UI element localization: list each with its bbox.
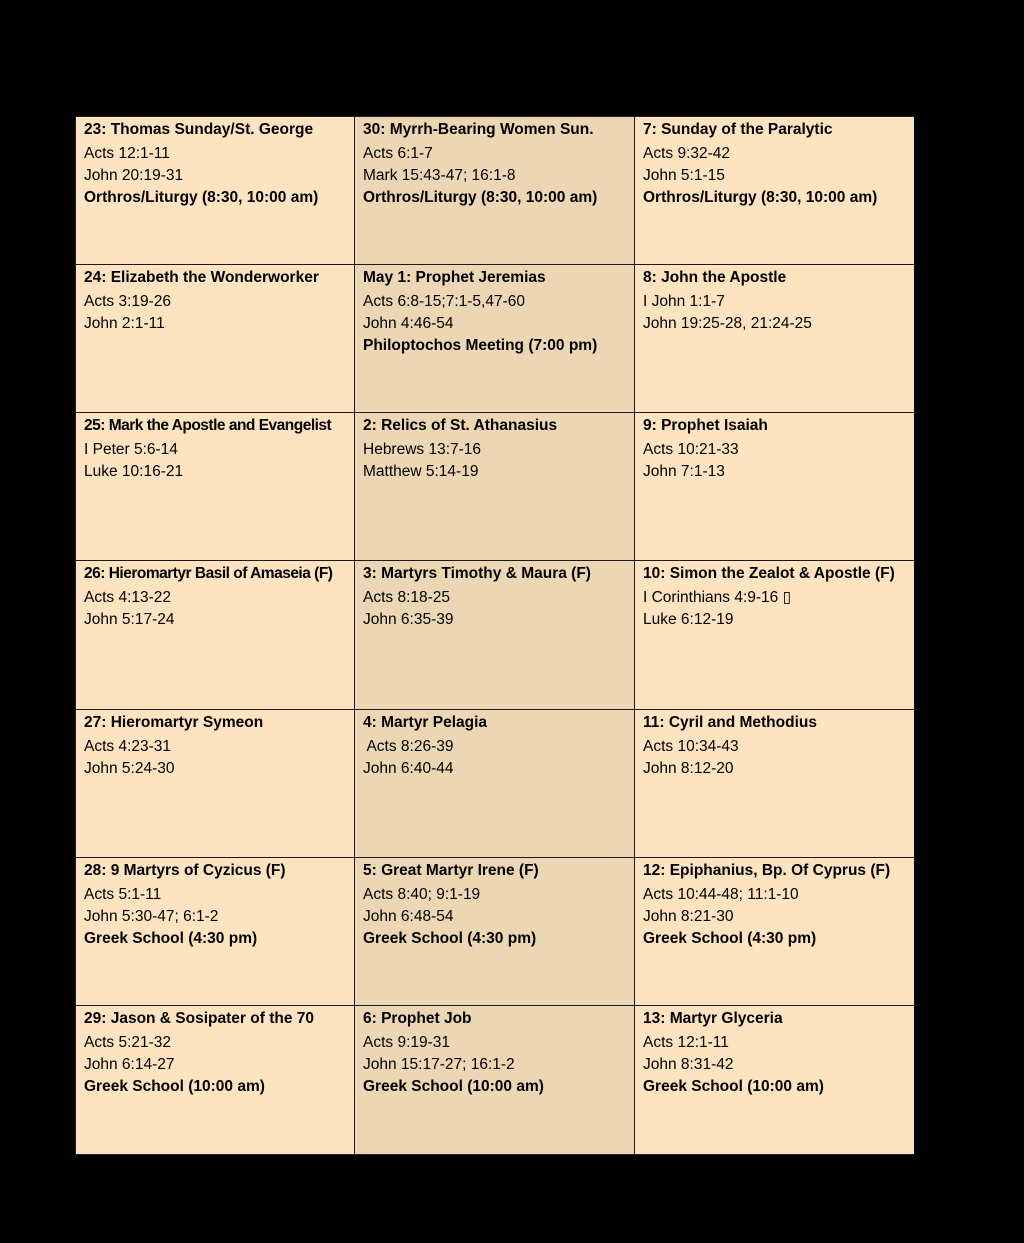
day-cell — [355, 413, 635, 561]
event-text: Greek School (4:30 pm) — [84, 929, 258, 947]
day-title: 12: Epiphanius, Bp. Of Cyprus (F) — [643, 861, 891, 879]
scripture-reading: John 5:24-30 — [84, 759, 175, 777]
day-title: 26: Hieromartyr Basil of Amaseia (F) — [84, 565, 333, 583]
scripture-reading: I John 1:1-7 — [643, 293, 725, 311]
day-title: 23: Thomas Sunday/St. George — [84, 121, 314, 138]
scripture-reading: Acts 5:1-11 — [84, 885, 162, 903]
scripture-reading: John 19:25-28, 21:24-25 — [643, 315, 812, 333]
day-cell — [635, 858, 914, 1006]
day-cell — [635, 1006, 914, 1154]
scripture-reading: John 5:17-24 — [84, 611, 175, 629]
day-cell — [76, 117, 355, 265]
day-cell — [76, 561, 355, 709]
day-cell — [355, 265, 635, 413]
scripture-reading: I Corinthians 4:9-16 ▯ — [643, 589, 792, 607]
day-cell — [355, 1006, 635, 1154]
day-title: 8: John the Apostle — [643, 269, 787, 287]
day-title: 6: Prophet Job — [363, 1009, 472, 1027]
event-text: Orthros/Liturgy (8:30, 10:00 am) — [84, 189, 319, 206]
scripture-reading: John 6:35-39 — [363, 611, 454, 629]
day-title: 3: Martyrs Timothy & Maura (F) — [363, 565, 591, 583]
day-title: 5: Great Martyr Irene (F) — [363, 861, 539, 879]
scripture-reading: John 7:1-13 — [643, 463, 725, 481]
day-cell — [355, 117, 635, 265]
scripture-reading: I Peter 5:6-14 — [84, 441, 178, 459]
scripture-reading: John 5:30-47; 6:1-2 — [84, 907, 219, 925]
day-title: 28: 9 Martyrs of Cyzicus (F) — [84, 861, 286, 879]
scripture-reading: Acts 12:1-11 — [643, 1033, 729, 1051]
scripture-reading: Acts 10:44-48; 11:1-10 — [643, 885, 799, 903]
scripture-reading: Acts 4:13-22 — [84, 589, 172, 607]
event-text: Orthros/Liturgy (8:30, 10:00 am) — [643, 189, 878, 206]
scripture-reading: Hebrews 13:7-16 — [363, 441, 482, 459]
day-title: 4: Martyr Pelagia — [363, 713, 488, 731]
day-title: 7: Sunday of the Paralytic — [643, 121, 833, 138]
calendar-grid — [75, 116, 913, 1155]
scripture-reading: Acts 6:8-15;7:1-5,47-60 — [363, 293, 525, 311]
scripture-reading: Acts 8:18-25 — [363, 589, 451, 607]
scripture-reading: Matthew 5:14-19 — [363, 463, 479, 481]
scripture-reading: Luke 6:12-19 — [643, 611, 734, 629]
day-title: May 1: Prophet Jeremias — [363, 269, 546, 287]
scripture-reading: John 8:21-30 — [643, 907, 734, 925]
day-cell — [76, 710, 355, 858]
day-cell — [355, 561, 635, 709]
event-text: Greek School (4:30 pm) — [363, 929, 537, 947]
day-title: 11: Cyril and Methodius — [643, 713, 817, 731]
day-cell — [635, 710, 914, 858]
day-title: 13: Martyr Glyceria — [643, 1009, 783, 1027]
scripture-reading: John 6:14-27 — [84, 1055, 175, 1073]
scripture-reading: John 6:40-44 — [363, 759, 454, 777]
day-title: 10: Simon the Zealot & Apostle (F) — [643, 565, 895, 583]
scripture-reading: Acts 8:26-39 — [363, 737, 454, 755]
event-text: Orthros/Liturgy (8:30, 10:00 am) — [363, 189, 598, 206]
day-title: 30: Myrrh-Bearing Women Sun. — [363, 121, 594, 138]
event-text: Philoptochos Meeting (7:00 pm) — [363, 337, 598, 355]
scripture-reading: John 20:19-31 — [84, 167, 184, 184]
scripture-reading: Luke 10:16-21 — [84, 463, 184, 481]
scripture-reading: John 2:1-11 — [84, 315, 165, 333]
scripture-reading: Acts 3:19-26 — [84, 293, 172, 311]
scripture-reading: John 15:17-27; 16:1-2 — [363, 1055, 515, 1073]
scripture-reading: Acts 4:23-31 — [84, 737, 172, 755]
day-cell — [355, 710, 635, 858]
scripture-reading: John 8:12-20 — [643, 759, 734, 777]
day-title: 2: Relics of St. Athanasius — [363, 417, 558, 435]
day-title: 29: Jason & Sosipater of the 70 — [84, 1009, 314, 1027]
event-text: Greek School (10:00 am) — [84, 1077, 265, 1095]
event-text: Greek School (4:30 pm) — [643, 929, 817, 947]
scripture-reading: Mark 15:43-47; 16:1-8 — [363, 167, 516, 184]
scripture-reading: Acts 10:34-43 — [643, 737, 739, 755]
day-title: 27: Hieromartyr Symeon — [84, 713, 264, 731]
scripture-reading: Acts 6:1-7 — [363, 145, 433, 162]
scripture-reading: John 4:46-54 — [363, 315, 454, 333]
scripture-reading: John 6:48-54 — [363, 907, 454, 925]
day-cell — [635, 265, 914, 413]
scripture-reading: Acts 8:40; 9:1-19 — [363, 885, 481, 903]
day-cell — [635, 117, 914, 265]
scripture-reading: Acts 10:21-33 — [643, 441, 739, 459]
event-text: Greek School (10:00 am) — [363, 1077, 544, 1095]
scripture-reading: John 8:31-42 — [643, 1055, 734, 1073]
day-cell — [76, 1006, 355, 1154]
day-title: 25: Mark the Apostle and Evangelist — [84, 417, 332, 435]
day-cell — [635, 561, 914, 709]
day-cell — [76, 858, 355, 1006]
scripture-reading: Acts 12:1-11 — [84, 145, 170, 162]
scripture-reading: Acts 9:32-42 — [643, 145, 731, 162]
day-cell — [76, 413, 355, 561]
day-title: 24: Elizabeth the Wonderworker — [84, 269, 319, 287]
event-text: Greek School (10:00 am) — [643, 1077, 824, 1095]
day-title: 9: Prophet Isaiah — [643, 417, 768, 435]
scripture-reading: Acts 9:19-31 — [363, 1033, 451, 1051]
scripture-reading: John 5:1-15 — [643, 167, 725, 184]
day-cell — [76, 265, 355, 413]
scripture-reading: Acts 5:21-32 — [84, 1033, 172, 1051]
day-cell — [355, 858, 635, 1006]
day-cell — [635, 413, 914, 561]
